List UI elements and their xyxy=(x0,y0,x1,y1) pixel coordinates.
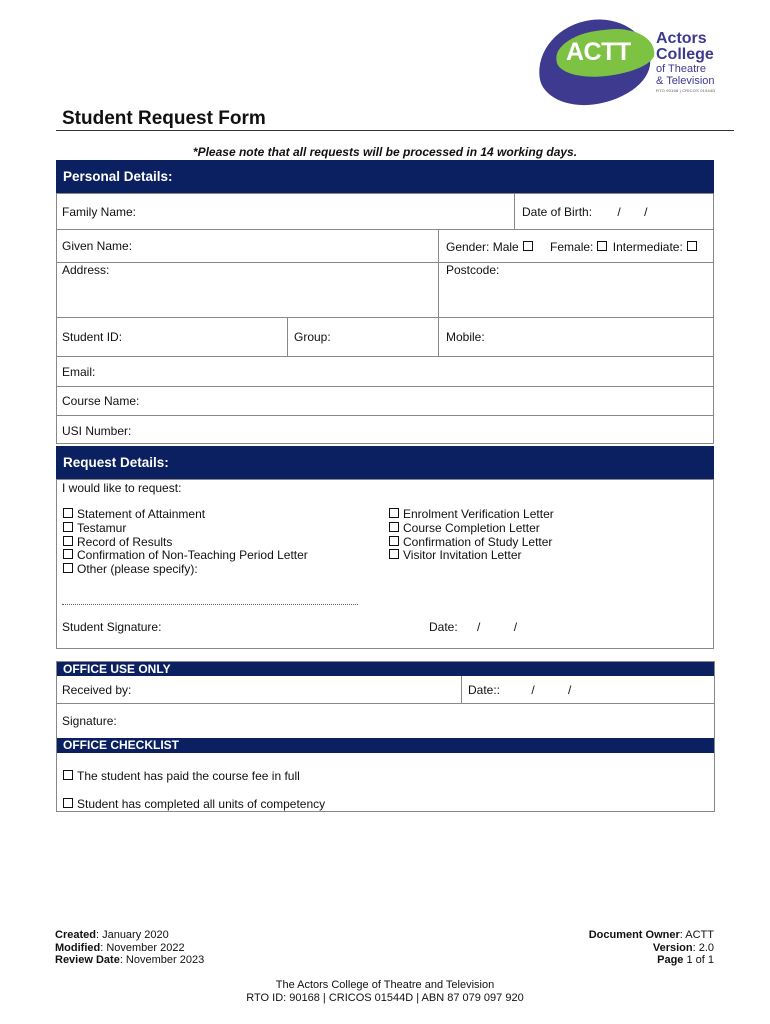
request-details-header: Request Details: xyxy=(56,446,714,479)
checkbox[interactable] xyxy=(63,798,73,808)
mobile-field[interactable]: Mobile: xyxy=(446,330,485,344)
personal-details-header: Personal Details: xyxy=(56,160,714,193)
request-option[interactable]: Testamur xyxy=(63,522,308,536)
group-field[interactable]: Group: xyxy=(294,330,331,344)
checkbox[interactable] xyxy=(63,522,73,532)
checkbox[interactable] xyxy=(63,508,73,518)
request-intro: I would like to request: xyxy=(62,481,182,495)
personal-details-table xyxy=(56,193,714,444)
checkbox[interactable] xyxy=(389,522,399,532)
other-specify-line[interactable] xyxy=(62,604,358,605)
row-divider xyxy=(56,386,714,387)
gender-intermediate-checkbox[interactable] xyxy=(687,241,697,251)
request-options-left xyxy=(63,508,308,577)
checklist-item-fee-paid[interactable]: The student has paid the course fee in full xyxy=(63,769,300,783)
student-id-field[interactable]: Student ID: xyxy=(62,330,123,344)
usi-number-field[interactable]: USI Number: xyxy=(62,424,132,438)
checkbox[interactable] xyxy=(389,536,399,546)
document-dates: Created: January 2020 Modified: November 2022 Review Date: November 2023 xyxy=(55,929,205,966)
gender-male-checkbox[interactable] xyxy=(523,241,533,251)
office-use-box xyxy=(56,661,715,812)
request-option[interactable]: Enrolment Verification Letter xyxy=(389,508,554,522)
office-date-field[interactable]: Date:: / / xyxy=(468,683,572,697)
gender-female-checkbox[interactable] xyxy=(597,241,607,251)
row-divider xyxy=(56,317,714,318)
logo-subtitle: of Theatre & Television xyxy=(656,63,715,87)
given-name-field[interactable]: Given Name: xyxy=(62,239,133,253)
row-divider xyxy=(56,356,714,357)
checkbox[interactable] xyxy=(63,536,73,546)
office-use-header: OFFICE USE ONLY xyxy=(57,662,714,676)
family-name-field[interactable]: Family Name: xyxy=(62,205,137,219)
row-divider xyxy=(56,703,715,704)
postcode-field[interactable]: Postcode: xyxy=(446,263,500,277)
office-signature-field[interactable]: Signature: xyxy=(62,714,117,728)
footer-organisation: The Actors College of Theatre and Television RTO ID: 90168 | CRICOS 01544D | ABN 87 079 097 920 xyxy=(246,979,524,1004)
checkbox[interactable] xyxy=(389,549,399,559)
email-field[interactable]: Email: xyxy=(62,365,96,379)
logo-name: Actors College xyxy=(656,30,714,63)
checkbox[interactable] xyxy=(63,549,73,559)
logo-small-print: RTO 90168 | CRICOS 01544D xyxy=(656,88,716,93)
document-owner-info: Document Owner: ACTT Version: 2.0 Page 1 of 1 xyxy=(588,929,714,966)
request-option[interactable]: Confirmation of Non-Teaching Period Letter xyxy=(63,549,308,563)
processing-note: *Please note that all requests will be processed in 14 working days. xyxy=(192,145,578,159)
title-rule xyxy=(56,130,734,131)
request-options-right xyxy=(389,508,554,563)
logo-mark: ACTT xyxy=(566,38,631,66)
request-option[interactable]: Record of Results xyxy=(63,536,308,550)
row-divider xyxy=(56,415,714,416)
date-of-birth-field[interactable]: Date of Birth: / / xyxy=(522,205,648,219)
gender-options: Gender: Male Female: Intermediate: xyxy=(446,240,697,254)
page-title: Student Request Form xyxy=(62,108,266,129)
row-divider xyxy=(56,229,714,230)
col-divider xyxy=(438,229,439,356)
checkbox[interactable] xyxy=(63,563,73,573)
office-checklist-header: OFFICE CHECKLIST xyxy=(57,738,714,753)
student-signature-field[interactable]: Student Signature: xyxy=(62,620,162,634)
request-option[interactable]: Course Completion Letter xyxy=(389,522,554,536)
request-option[interactable]: Other (please specify): xyxy=(63,563,308,577)
received-by-field[interactable]: Received by: xyxy=(62,683,132,697)
address-field[interactable]: Address: xyxy=(62,263,110,277)
col-divider xyxy=(514,193,515,229)
checklist-item-units-complete[interactable]: Student has completed all units of competency xyxy=(63,797,325,811)
checkbox[interactable] xyxy=(389,508,399,518)
col-divider xyxy=(287,317,288,356)
col-divider xyxy=(461,676,462,703)
request-option[interactable]: Statement of Attainment xyxy=(63,508,308,522)
course-name-field[interactable]: Course Name: xyxy=(62,394,140,408)
row-divider xyxy=(56,262,714,263)
request-option[interactable]: Confirmation of Study Letter xyxy=(389,536,554,550)
request-option[interactable]: Visitor Invitation Letter xyxy=(389,549,554,563)
checkbox[interactable] xyxy=(63,770,73,780)
request-date-field[interactable]: Date: / / xyxy=(429,620,518,634)
